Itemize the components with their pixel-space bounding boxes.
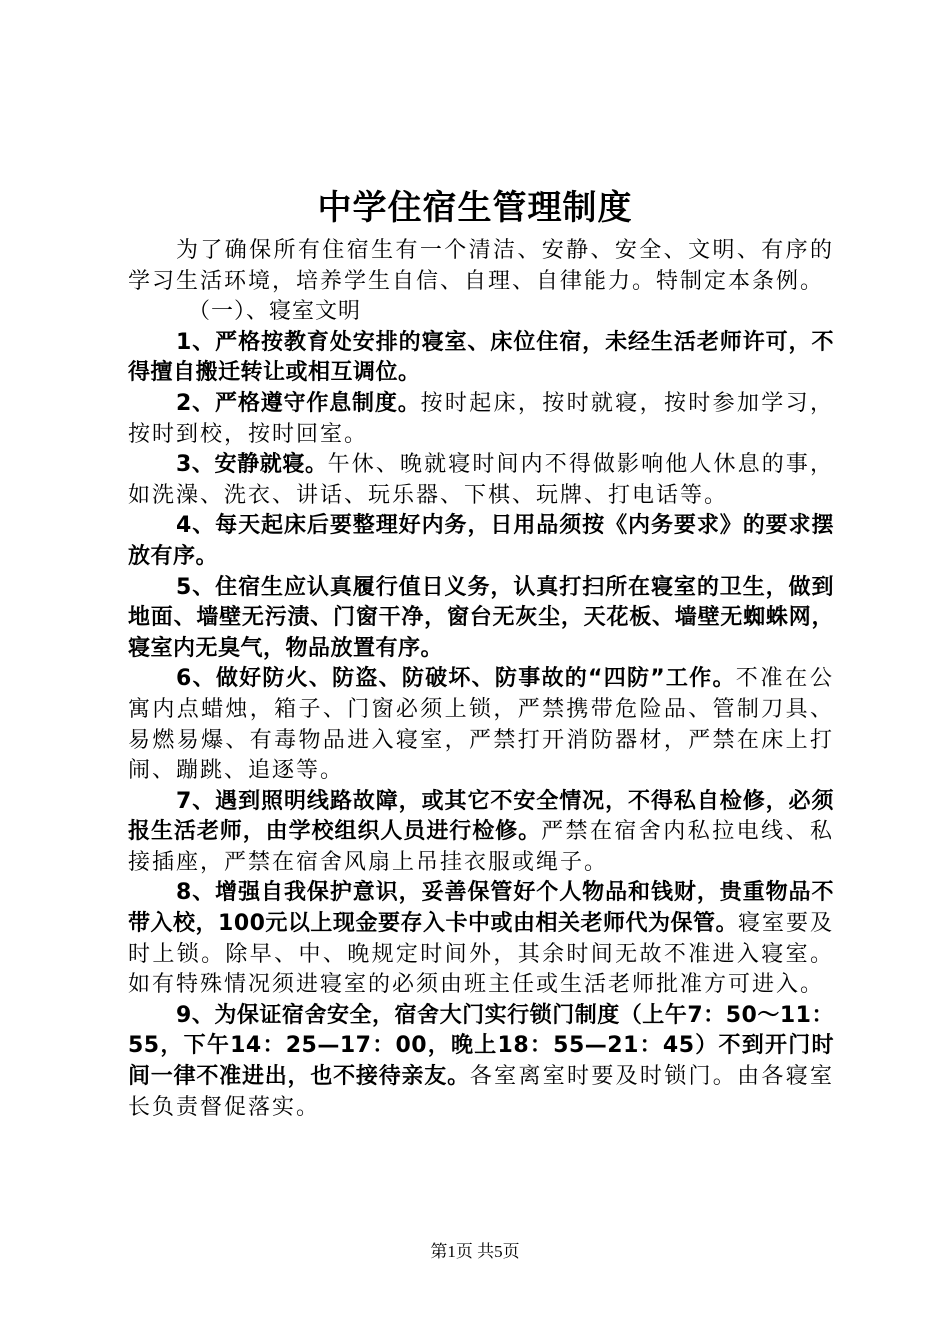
rule-item-text: 寝室要及时上锁。除早、中、晚规定时间外，其余时间无故不准进入寝室。如有特殊情况须进寝室的必须由班主任或生活老师批准方可进入。 (128, 911, 834, 998)
rule-item-text: 各室离室时要及时锁门。由各寝室长负责督促落实。 (128, 1064, 834, 1120)
rule-item-lead: 2、严格遵守作息制度。 (176, 390, 421, 416)
rule-item-9 (128, 1001, 834, 1123)
page-footer: 第1页 共5页 (430, 1242, 520, 1261)
rule-item-text: 按时起床，按时就寝，按时参加学习，按时到校，按时回室。 (128, 390, 834, 447)
rule-item-8 (128, 878, 834, 1000)
rule-item-text: 严禁在宿舍内私拉电线、私接插座，严禁在宿舍风扇上吊挂衣服或绳子。 (128, 819, 834, 875)
document-body (128, 236, 834, 1123)
rule-item-1 (128, 328, 834, 389)
intro-paragraph: 为了确保所有住宿生有一个清洁、安静、安全、文明、有序的学习生活环境，培养学生自信、自理、自律能力。特制定本条例。 (128, 238, 834, 294)
rule-item-text: 午休、晚就寝时间内不得做影响他人休息的事，如洗澡、洗衣、讲话、玩乐器、下棋、玩牌、打电话等。 (128, 452, 834, 508)
rule-item-lead: 8、增强自我保护意识，妥善保管好个人物品和钱财，贵重物品不带入校，100元以上现金要存入卡中或由相关老师代为保管。 (128, 880, 834, 937)
document-title: 中学住宿生管理制度 (317, 188, 633, 228)
rule-item-lead: 6、做好防火、防盗、防破坏、防事故的“四防”工作。 (176, 666, 736, 692)
rule-item-lead: 5、住宿生应认真履行值日义务，认真打扫所在寝室的卫生，做到地面、墙壁无污渍、门窗干净，窗台无灰尘，天花板、墙壁无蜘蛛网，寝室内无臭气，物品放置有序。 (128, 574, 834, 661)
rule-item-7 (128, 787, 834, 879)
rule-item-2 (128, 389, 834, 450)
rule-item-3 (128, 450, 834, 511)
rule-item-lead: 1、严格按教育处安排的寝室、床位住宿，未经生活老师许可，不得擅自搬迁转让或相互调位。 (128, 329, 834, 386)
rule-item-text: 不准在公寓内点蜡烛，箱子、门窗必须上锁，严禁携带危险品、管制刀具、易燃易爆、有毒物品进入寝室，严禁打开消防器材，严禁在床上打闹、蹦跳、追逐等。 (128, 666, 834, 784)
rule-item-lead: 3、安静就寝。 (176, 452, 328, 478)
rule-item-5 (128, 573, 834, 665)
section-heading: （一）、寝室文明 (188, 299, 362, 325)
rule-item-lead: 9、为保证宿舍安全，宿舍大门实行锁门制度（上午7：50～11：55，下午14：25—17：00，晚上18：55—21：45）不到开门时间一律不准进出，也不接待亲友。 (128, 1002, 834, 1090)
rule-item-6 (128, 664, 834, 786)
rule-item-4 (128, 511, 834, 572)
rule-item-lead: 4、每天起床后要整理好内务，日用品须按《内务要求》的要求摆放有序。 (128, 513, 834, 569)
rule-item-lead: 7、遇到照明线路故障，或其它不安全情况，不得私自检修，必须报生活老师，由学校组织人员进行检修。 (128, 788, 834, 845)
